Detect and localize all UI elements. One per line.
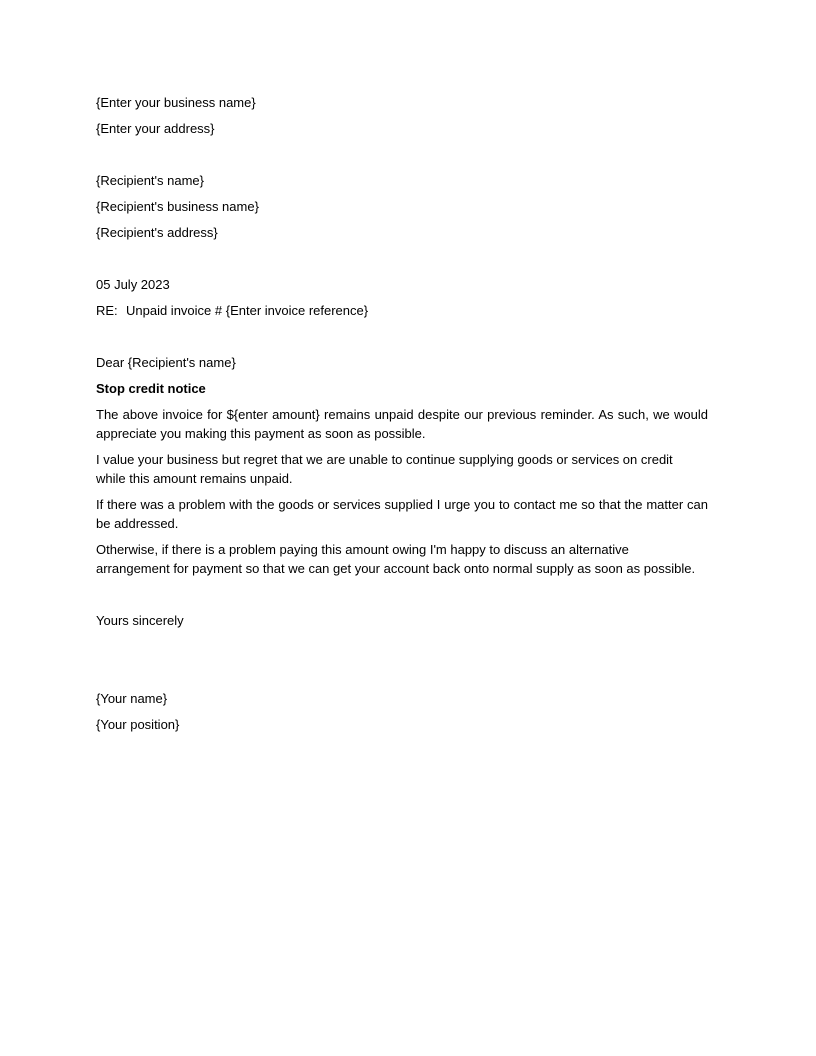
signature-name: {Your name} [96, 691, 168, 706]
paragraph-line: Otherwise, if there is a problem paying this amount owing I'm happy to discuss an alternative [96, 542, 629, 557]
reference-line [96, 302, 708, 320]
sender-address: {Enter your address} [96, 121, 215, 136]
recipient-address: {Recipient's address} [96, 225, 218, 240]
sender-business-name: {Enter your business name} [96, 95, 256, 110]
body-paragraph [96, 541, 708, 578]
spacer [96, 586, 708, 604]
notice-heading: Stop credit notice [96, 381, 206, 396]
reference-text: Unpaid invoice # {Enter invoice reference} [126, 303, 369, 318]
paragraph-line: I value your business but regret that we are unable to continue supplying goods or services on credit [96, 452, 673, 467]
paragraph-line: If there was a problem with the goods or services supplied I urge you to contact me so that the matter can [96, 497, 708, 512]
closing: Yours sincerely [96, 613, 184, 628]
spacer [96, 146, 708, 164]
letter-date: 05 July 2023 [96, 277, 170, 292]
paragraph-line: be addressed. [96, 515, 179, 531]
recipient-business-name: {Recipient's business name} [96, 199, 259, 214]
body-paragraph [96, 496, 708, 533]
paragraph-line: The above invoice for ${enter amount} remains unpaid despite our previous reminder. As such, we would [96, 407, 708, 422]
paragraph-line: while this amount remains unpaid. [96, 470, 293, 486]
signature-space [96, 638, 708, 682]
letter-page [96, 94, 708, 742]
spacer [96, 250, 708, 268]
signature-position: {Your position} [96, 717, 180, 732]
salutation: Dear {Recipient's name} [96, 355, 236, 370]
body-paragraph [96, 451, 708, 488]
paragraph-line: appreciate you making this payment as soon as possible. [96, 425, 426, 441]
reference-label: RE: [96, 303, 118, 318]
paragraph-line: arrangement for payment so that we can get your account back onto normal supply as soon as possible. [96, 560, 696, 576]
spacer [96, 328, 708, 346]
recipient-name: {Recipient's name} [96, 173, 204, 188]
body-paragraph [96, 406, 708, 443]
